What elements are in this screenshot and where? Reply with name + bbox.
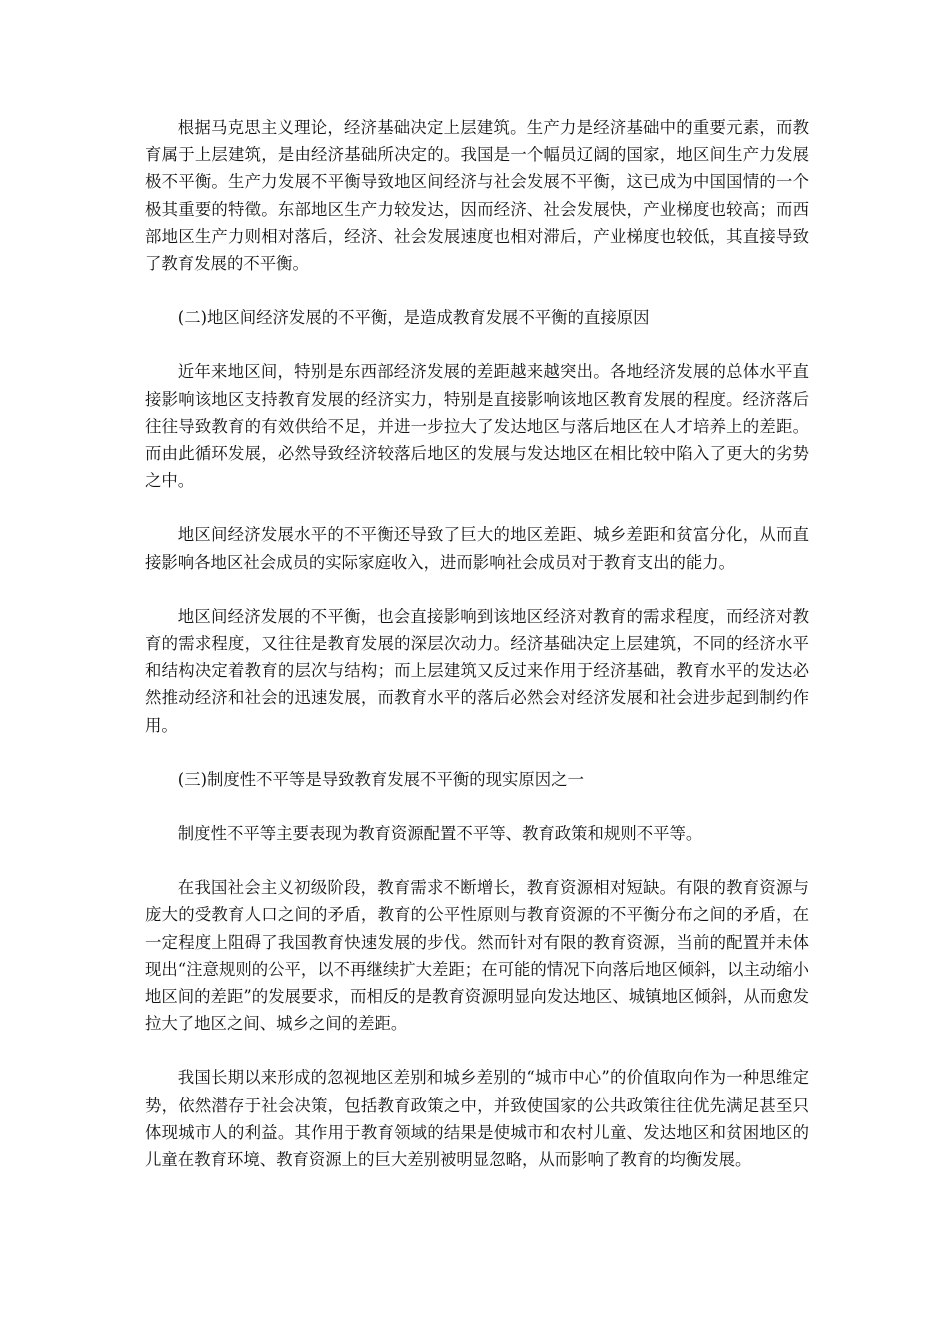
paragraph-productivity: 根据马克思主义理论，经济基础决定上层建筑。生产力是经济基础中的重要元素，而教育属于上层建筑，是由经济基础所决定的。我国是一个幅员辽阔的国家，地区间生产力发展极不平衡。生产力发展不平衡导致地区间经济与社会发展不平衡，这已成为中国国情的一个极其重要的特徵。东部地区生产力较发达，因而经济、社会发展快，产业梯度也较高；而西部地区生产力则相对落后，经济、社会发展速度也相对滞后，产业梯度也较低，其直接导致了教育发展的不平衡。 (145, 118, 809, 274)
paragraph-east-west-gap: 近年来地区间，特别是东西部经济发展的差距越来越突出。各地经济发展的总体水平直接影响该地区支持教育发展的经济实力，特别是直接影响该地区教育发展的程度。经济落后往往导致教育的有效供给不足，并进一步拉大了发达地区与落后地区在人才培养上的差距。而由此循环发展，必然导致经济较落后地区的发展与发达地区在相比较中陷入了更大的劣势之中。 (145, 362, 809, 491)
document-page (145, 114, 809, 1200)
section-heading-institutional-inequality: (三)制度性不平等是导致教育发展不平衡的现实原因之一 (177, 769, 584, 789)
paragraph-institutional-summary: 制度性不平等主要表现为教育资源配置不平等、教育政策和规则不平等。 (177, 824, 703, 844)
paragraph-income-gap: 地区间经济发展水平的不平衡还导致了巨大的地区差距、城乡差距和贫富分化，从而直接影响各地区社会成员的实际家庭收入，进而影响社会成员对于教育支出的能力。 (145, 525, 809, 572)
section-heading-economic-imbalance: (二)地区间经济发展的不平衡，是造成教育发展不平衡的直接原因 (177, 308, 650, 328)
paragraph-education-demand: 地区间经济发展的不平衡，也会直接影响到该地区经济对教育的需求程度，而经济对教育的需求程度，又往往是教育发展的深层次动力。经济基础决定上层建筑，不同的经济水平和结构决定着教育的层次与结构；而上层建筑又反过来作用于经济基础，教育水平的发达必然推动经济和社会的迅速发展，而教育水平的落后必然会对经济发展和社会进步起到制约作用。 (145, 606, 809, 735)
paragraph-resource-allocation: 在我国社会主义初级阶段，教育需求不断增长，教育资源相对短缺。有限的教育资源与庞大的受教育人口之间的矛盾，教育的公平性原则与教育资源的不平衡分布之间的矛盾，在一定程度上阻碍了我国教育快速发展的步伐。然而针对有限的教育资源，当前的配置并未体现出“注意规则的公平，以不再继续扩大差距；在可能的情况下向落后地区倾斜，以主动缩小地区间的差距”的发展要求，而相反的是教育资源明显向发达地区、城镇地区倾斜，从而愈发拉大了地区之间、城乡之间的差距。 (145, 878, 810, 1034)
paragraph-city-centric: 我国长期以来形成的忽视地区差别和城乡差别的“城市中心”的价值取向作为一种思维定势，依然潜存于社会决策，包括教育政策之中，并致使国家的公共政策往往优先满足甚至只体现城市人的利益。其作用于教育领域的结果是使城市和农村儿童、发达地区和贫困地区的儿童在教育环境、教育资源上的巨大差别被明显忽略，从而影响了教育的均衡发展。 (145, 1068, 809, 1170)
